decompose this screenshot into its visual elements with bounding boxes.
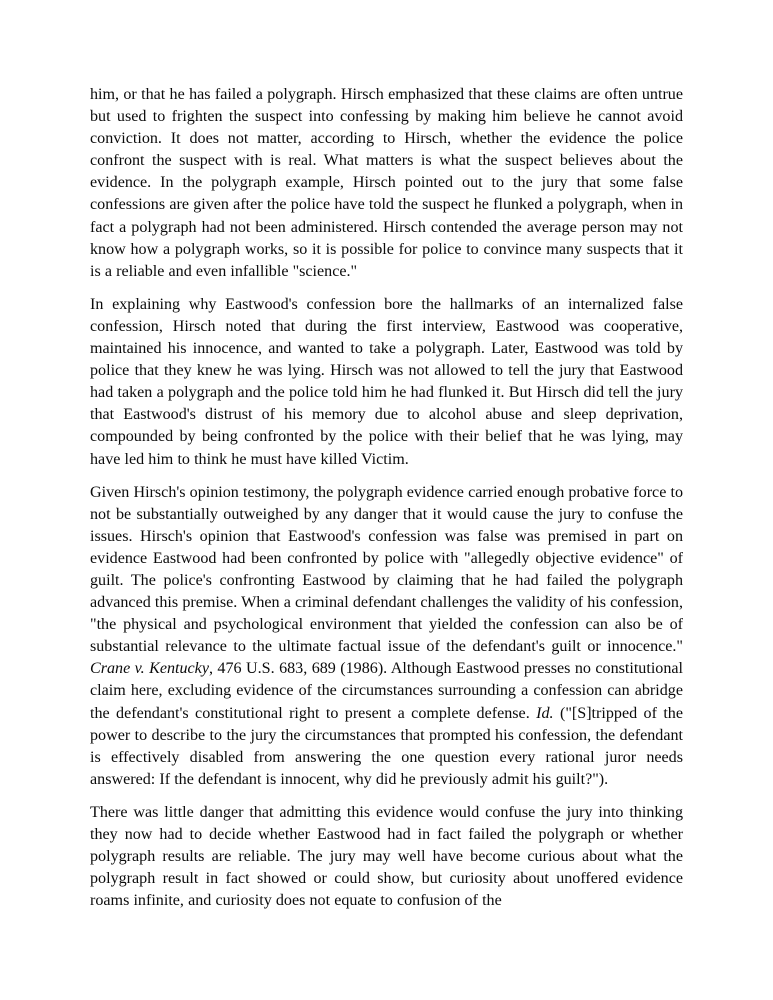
body-paragraph <box>90 84 683 283</box>
text-run: , 476 U.S. 683, 689 (1986). Although Eastwood presses no constitutional claim here, excluding evidence of the circumstances surrounding a confession can abridge the defendant's constitutional right to present a complete defense. <box>90 660 683 722</box>
text-run: There was little danger that admitting this evidence would confuse the jury into thinking they now had to decide whether Eastwood had in fact failed the polygraph or whether polygraph results are reliable. The jury may well have become curious about what the polygraph result in fact showed or could show, but curiosity about unoffered evidence roams infinite, and curiosity does not equate to confusion of the <box>90 803 683 910</box>
text-run: In explaining why Eastwood's confession bore the hallmarks of an internalized false confession, Hirsch noted that during the first interview, Eastwood was cooperative, maintained his innocence, and wanted to take a polygraph. Later, Eastwood was told by police that they knew he was lying. Hirsch was not allowed to tell the jury that Eastwood had taken a polygraph and the police told him he had flunked it. But Hirsch did tell the jury that Eastwood's distrust of his memory due to alcohol abuse and sleep deprivation, compounded by being confronted by the police with their belief that he was lying, may have led him to think he must have killed Victim. <box>90 295 683 468</box>
text-run: ("[S]tripped of the power to describe to the jury the circumstances that prompted his confession, the defendant is effectively disabled from answering the one question every rational juror needs answered: If the defendant is innocent, why did he previously admit his guilt?"). <box>90 704 683 788</box>
body-paragraph <box>90 294 683 471</box>
body-text-column <box>90 84 683 912</box>
text-run: him, or that he has failed a polygraph. Hirsch emphasized that these claims are often untrue but used to frighten the suspect into confessing by making him believe he cannot avoid conviction. It does not matter, according to Hirsch, whether the evidence the police confront the suspect with is real. What matters is what the suspect believes about the evidence. In the polygraph example, Hirsch pointed out to the jury that some false confessions are given after the police have told the suspect he flunked a polygraph, when in fact a polygraph had not been administered. Hirsch contended the average person may not know how a polygraph works, so it is possible for police to convince many suspects that it is a reliable and even infallible "science." <box>90 86 683 280</box>
body-paragraph <box>90 482 683 791</box>
case-citation: Id. <box>536 704 554 722</box>
body-paragraph <box>90 802 683 912</box>
case-citation: Crane v. Kentucky <box>90 660 209 678</box>
text-run: Given Hirsch's opinion testimony, the polygraph evidence carried enough probative force to not be substantially outweighed by any danger that it would cause the jury to confuse the issues. Hirsch's opinion that Eastwood's confession was false was premised in part on evidence Eastwood had been confronted by police with "allegedly objective evidence" of guilt. The police's confronting Eastwood by claiming that he had failed the polygraph advanced this premise. When a criminal defendant challenges the validity of his confession, "the physical and psychological environment that yielded the confession can also be of substantial relevance to the ultimate factual issue of the defendant's guilt or innocence." <box>90 483 683 656</box>
